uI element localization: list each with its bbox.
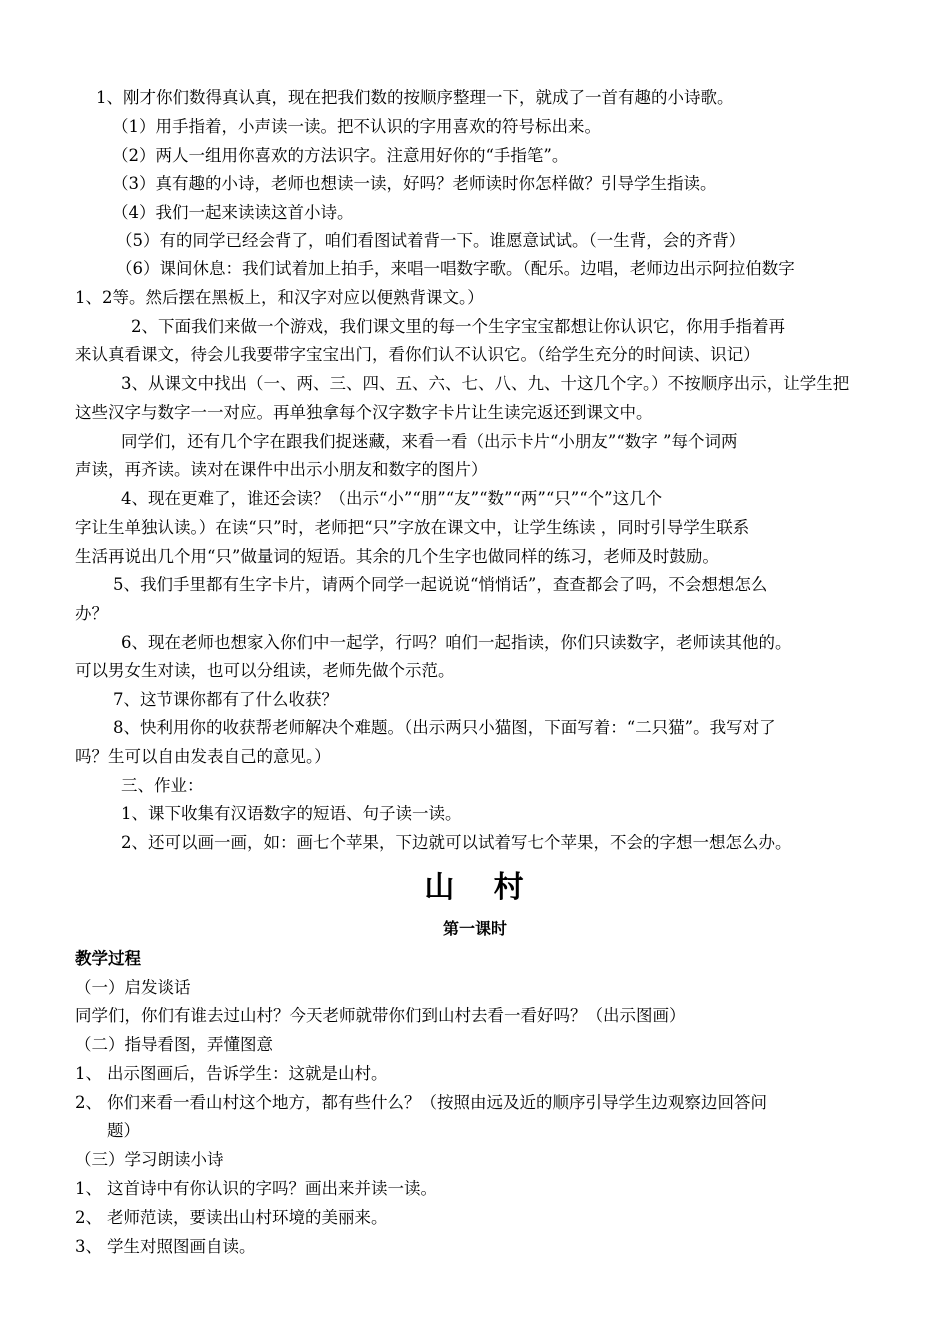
paragraph-line: （4）我们一起来读读这首小诗。 [112, 203, 354, 222]
lesson-title: 山 村 [424, 870, 526, 905]
paragraph-line: 3、从课文中找出（一、两、三、四、五、六、七、八、九、十这几个字。）不按顺序出示，让学生把 [121, 374, 850, 393]
paragraph-line: 6、现在老师也想家入你们中一起学，行吗？咱们一起指读，你们只读数字，老师读其他的。 [121, 633, 792, 652]
paragraph-line: 声读，再齐读。读对在课件中出示小朋友和数字的图片） [75, 460, 488, 479]
paragraph-line: 同学们，你们有谁去过山村？今天老师就带你们到山村去看一看好吗？（出示图画） [75, 1006, 686, 1025]
paragraph-line: 2、还可以画一画，如：画七个苹果，下边就可以试着写七个苹果，不会的字想一想怎么办。 [121, 833, 792, 852]
paragraph-line: （三）学习朗读小诗 [75, 1150, 224, 1169]
paragraph-line: 这些汉字与数字一一对应。再单独拿每个汉字数字卡片让生读完返还到课文中。 [75, 403, 653, 422]
paragraph-line: 7、这节课你都有了什么收获？ [113, 690, 338, 709]
list-item: 你们来看一看山村这个地方，都有些什么？（按照由远及近的顺序引导学生边观察边回答问 [107, 1093, 767, 1112]
paragraph-line: 8、快利用你的收获帮老师解决个难题。（出示两只小猫图，下面写着：“二只猫”。我写对了 [113, 718, 776, 737]
lesson-subtitle: 第一课时 [442, 919, 507, 938]
list-number: 1、 [75, 1179, 102, 1198]
list-item: 学生对照图画自读。 [107, 1237, 256, 1256]
paragraph-line: （二）指导看图，弄懂图意 [75, 1035, 273, 1054]
paragraph-line: 来认真看课文，待会儿我要带字宝宝出门，看你们认不认识它。（给学生充分的时间读、识记） [75, 345, 760, 364]
paragraph-line: 1、课下收集有汉语数字的短语、句子读一读。 [121, 804, 462, 823]
paragraph-line: 同学们，还有几个字在跟我们捉迷藏，来看一看（出示卡片“小朋友”“数字 ”每个词两 [121, 432, 738, 451]
list-number: 2、 [75, 1208, 102, 1227]
paragraph-line: （5）有的同学已经会背了，咱们看图试着背一下。谁愿意试试。（一生背，会的齐背） [116, 231, 746, 250]
homework-heading: 三、作业： [121, 776, 204, 795]
paragraph-line: 可以男女生对读，也可以分组读，老师先做个示范。 [75, 661, 455, 680]
paragraph-line: 4、现在更难了，谁还会读？（出示“小”“朋”“友”“数”“两”“只”“个”这几个 [121, 489, 663, 508]
paragraph-line: 生活再说出几个用“只”做量词的短语。其余的几个生字也做同样的练习，老师及时鼓励。 [75, 547, 719, 566]
list-number: 2、 [75, 1093, 102, 1112]
paragraph-line: （6）课间休息：我们试着加上拍手，来唱一唱数字歌。（配乐。边唱，老师边出示阿拉伯数字 [116, 259, 795, 278]
section-heading: 教学过程 [75, 949, 141, 968]
paragraph-line: （3）真有趣的小诗，老师也想读一读，好吗？老师读时你怎样做？引导学生指读。 [112, 174, 717, 193]
list-item: 老师范读，要读出山村环境的美丽来。 [107, 1208, 388, 1227]
paragraph-line: 1、刚才你们数得真认真，现在把我们数的按顺序整理一下，就成了一首有趣的小诗歌。 [96, 88, 734, 107]
paragraph-line: 字让生单独认读。）在读“只”时，老师把“只”字放在课文中，让学生练读 ，同时引导学生联系 [75, 518, 750, 537]
list-number: 3、 [75, 1237, 102, 1256]
paragraph-line: （一）启发谈话 [75, 978, 191, 997]
list-item-continuation: 题） [107, 1121, 140, 1140]
paragraph-line: 5、我们手里都有生字卡片，请两个同学一起说说“悄悄话”，查查都会了吗，不会想想怎么 [113, 575, 768, 594]
list-number: 1、 [75, 1064, 102, 1083]
list-item: 出示图画后，告诉学生：这就是山村。 [107, 1064, 388, 1083]
paragraph-line: 2、下面我们来做一个游戏，我们课文里的每一个生字宝宝都想让你认识它，你用手指着再 [131, 317, 785, 336]
paragraph-line: （1）用手指着，小声读一读。把不认识的字用喜欢的符号标出来。 [112, 117, 601, 136]
list-item: 这首诗中有你认识的字吗？画出来并读一读。 [107, 1179, 437, 1198]
paragraph-line: （2）两人一组用你喜欢的方法识字。注意用好你的“手指笔”。 [112, 146, 569, 165]
paragraph-line: 办？ [75, 604, 108, 623]
paragraph-line: 1、2等。然后摆在黑板上，和汉字对应以便熟背课文。） [75, 288, 484, 307]
paragraph-line: 吗？生可以自由发表自己的意见。） [75, 747, 331, 766]
